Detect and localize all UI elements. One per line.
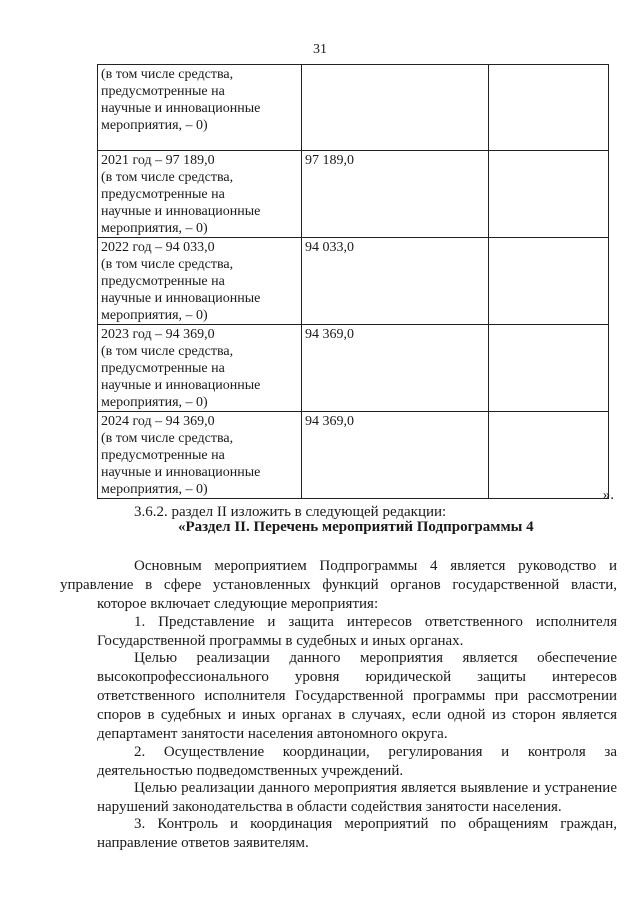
section-heading: «Раздел II. Перечень мероприятий Подпрограммы 4 xyxy=(178,519,534,535)
paragraph-1-line: управление в сфере установленных функций органов государственной власти, xyxy=(60,577,617,593)
cell-line: предусмотренные на xyxy=(101,274,225,289)
cell-line: научные и инновационные xyxy=(101,378,261,393)
budget-table-body xyxy=(98,65,609,499)
cell-line: мероприятия, – 0) xyxy=(101,482,208,497)
paragraph-2 xyxy=(97,613,617,651)
budget-table xyxy=(97,64,609,499)
paragraph-6 xyxy=(97,815,617,853)
cell-line: (в том числе средства, xyxy=(101,67,234,82)
cell-line: научные и инновационные xyxy=(101,204,261,219)
paragraph-3-line: ответственного исполнителя Государственной программы при рассмотрении xyxy=(97,688,617,704)
cell-line: научные и инновационные xyxy=(101,101,261,116)
cell-line: предусмотренные на xyxy=(101,84,225,99)
paragraph-3-line: Целью реализации данного мероприятия является обеспечение xyxy=(134,650,617,666)
closing-quote: ». xyxy=(602,487,614,503)
cell-line: мероприятия, – 0) xyxy=(101,395,208,410)
amount-cell: 97 189,0 xyxy=(302,151,489,238)
amount-cell xyxy=(302,65,489,151)
table-row xyxy=(98,151,609,238)
table-row xyxy=(98,325,609,412)
paragraph-4-line: 2. Осуществление координации, регулирования и контроля за xyxy=(134,744,617,760)
cell-line: 2022 год – 94 033,0 xyxy=(101,240,215,255)
paragraph-5-line: Целью реализации данного мероприятия является выявление и устранение xyxy=(134,780,617,796)
amount-cell: 94 369,0 xyxy=(302,412,489,499)
empty-cell xyxy=(489,65,609,151)
paragraph-3-line: высокопрофессионального уровня юридической защиты интересов xyxy=(97,669,617,685)
paragraph-4-line: деятельностью подведомственных учреждений. xyxy=(97,763,404,779)
year-description-cell xyxy=(98,325,302,412)
page-number: 31 xyxy=(313,42,327,57)
paragraph-3-line: департамент занятости населения автономного округа. xyxy=(97,726,448,742)
cell-line: (в том числе средства, xyxy=(101,344,234,359)
empty-cell xyxy=(489,151,609,238)
section-intro-text: 3.6.2. раздел II изложить в следующей редакции: xyxy=(134,504,447,520)
paragraph-1 xyxy=(60,557,617,614)
amount-cell: 94 033,0 xyxy=(302,238,489,325)
cell-line: научные и инновационные xyxy=(101,291,261,306)
paragraph-4 xyxy=(97,743,617,781)
table-row xyxy=(98,412,609,499)
paragraph-5 xyxy=(97,779,617,817)
empty-cell xyxy=(489,238,609,325)
cell-line: 2023 год – 94 369,0 xyxy=(101,327,215,342)
cell-line: 2024 год – 94 369,0 xyxy=(101,414,215,429)
paragraph-3 xyxy=(97,649,617,744)
cell-line: научные и инновационные xyxy=(101,465,261,480)
cell-line: мероприятия, – 0) xyxy=(101,118,208,133)
cell-line: (в том числе средства, xyxy=(101,431,234,446)
paragraph-2-line: 1. Представление и защита интересов ответственного исполнителя xyxy=(134,614,617,630)
paragraph-6-line: направление ответов заявителям. xyxy=(97,835,309,851)
year-description-cell xyxy=(98,238,302,325)
cell-line: мероприятия, – 0) xyxy=(101,308,208,323)
cell-line: 2021 год – 97 189,0 xyxy=(101,153,215,168)
year-description-cell xyxy=(98,412,302,499)
paragraph-1-line: Основным мероприятием Подпрограммы 4 является руководство и xyxy=(134,558,617,574)
cell-line: предусмотренные на xyxy=(101,187,225,202)
paragraph-3-line: споров в судебных и иных органах в случаях, если одной из сторон является xyxy=(97,707,617,723)
amount-cell: 94 369,0 xyxy=(302,325,489,412)
cell-line: предусмотренные на xyxy=(101,361,225,376)
table-row xyxy=(98,65,609,151)
cell-line: (в том числе средства, xyxy=(101,257,234,272)
year-description-cell xyxy=(98,151,302,238)
paragraph-2-line: Государственной программы в судебных и иных органах. xyxy=(97,633,464,649)
paragraph-1-line: которое включает следующие мероприятия: xyxy=(97,596,379,612)
cell-line: (в том числе средства, xyxy=(101,170,234,185)
cell-line: предусмотренные на xyxy=(101,448,225,463)
cell-line: мероприятия, – 0) xyxy=(101,221,208,236)
year-description-cell xyxy=(98,65,302,151)
empty-cell xyxy=(489,412,609,499)
table-row xyxy=(98,238,609,325)
empty-cell xyxy=(489,325,609,412)
paragraph-6-line: 3. Контроль и координация мероприятий по обращениям граждан, xyxy=(134,816,617,832)
paragraph-5-line: нарушений законодательства в области содействия занятости населения. xyxy=(97,799,562,815)
